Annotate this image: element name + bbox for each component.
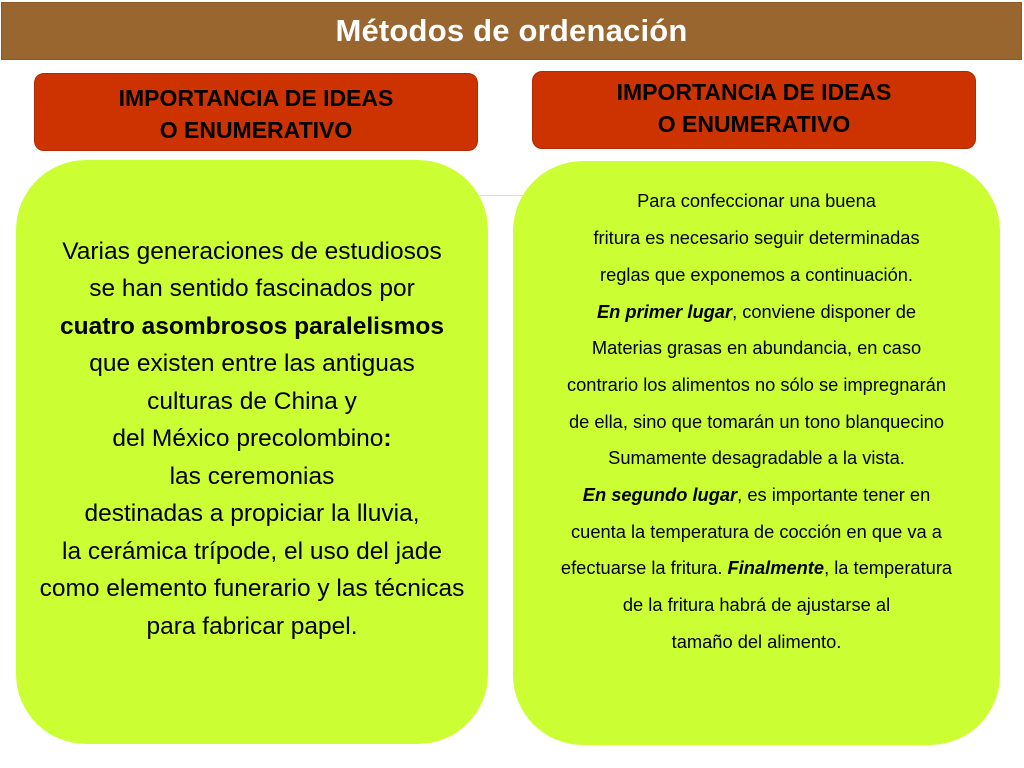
header-left [34, 73, 478, 151]
left-line-colon: : [383, 425, 392, 453]
right-line: cuenta la temperatura de cocción en que va a [571, 520, 942, 542]
right-line [561, 294, 952, 331]
left-line: que existen entre las antiguas [89, 350, 415, 378]
left-line: destinadas a propiciar la lluvia, [84, 500, 420, 528]
right-line: reglas que exponemos a continuación. [599, 263, 914, 285]
right-line-text: , la temperatura [824, 557, 953, 579]
left-line-text: del México precolombino [112, 425, 384, 453]
title-bar [1, 2, 1022, 60]
header-right-text: IMPORTANCIA DE IDEAS O ENUMERATIVO [616, 78, 892, 137]
right-line-emphasis: En segundo lugar [582, 484, 738, 506]
right-line-text: efectuarse la fritura. [560, 557, 728, 579]
right-line-text: , es importante tener en [737, 484, 931, 506]
right-line: Para confeccionar una buena [637, 190, 876, 212]
right-line-emphasis: Finalmente [727, 557, 825, 579]
right-line: Materias grasas en abundancia, en caso [591, 337, 922, 359]
left-line: las ceremonias [169, 462, 335, 490]
left-panel-text [40, 233, 465, 646]
right-panel [513, 161, 1000, 745]
right-line [561, 550, 952, 587]
header-right [532, 71, 976, 149]
right-line-text: , conviene disponer de [732, 300, 917, 322]
left-line: para fabricar papel. [146, 612, 358, 640]
right-line-emphasis: En primer lugar [596, 300, 733, 322]
left-line: Varias generaciones de estudiosos [62, 237, 442, 265]
left-line: como elemento funerario y las técnicas [39, 575, 465, 603]
right-line: contrario los alimentos no sólo se impregnarán [566, 373, 947, 395]
header-left-text: IMPORTANCIA DE IDEAS O ENUMERATIVO [118, 84, 394, 143]
left-line [40, 420, 465, 458]
right-line: tamaño del alimento. [671, 630, 842, 652]
left-panel [16, 160, 488, 744]
right-line: fritura es necesario seguir determinadas [593, 227, 920, 249]
right-line: de ella, sino que tomarán un tono blanquecino [568, 410, 945, 432]
slide-title: Métodos de ordenación [335, 13, 688, 48]
left-line: culturas de China y [147, 387, 357, 415]
right-line: de la fritura habrá de ajustarse al [622, 594, 891, 616]
right-line [561, 477, 952, 514]
left-line: se han sentido fascinados por [89, 275, 415, 303]
left-line-emphasis: cuatro asombrosos paralelismos [60, 312, 444, 340]
right-line: Sumamente desagradable a la vista. [608, 447, 905, 469]
right-panel-text [561, 183, 952, 660]
left-line: la cerámica trípode, el uso del jade [62, 537, 442, 565]
